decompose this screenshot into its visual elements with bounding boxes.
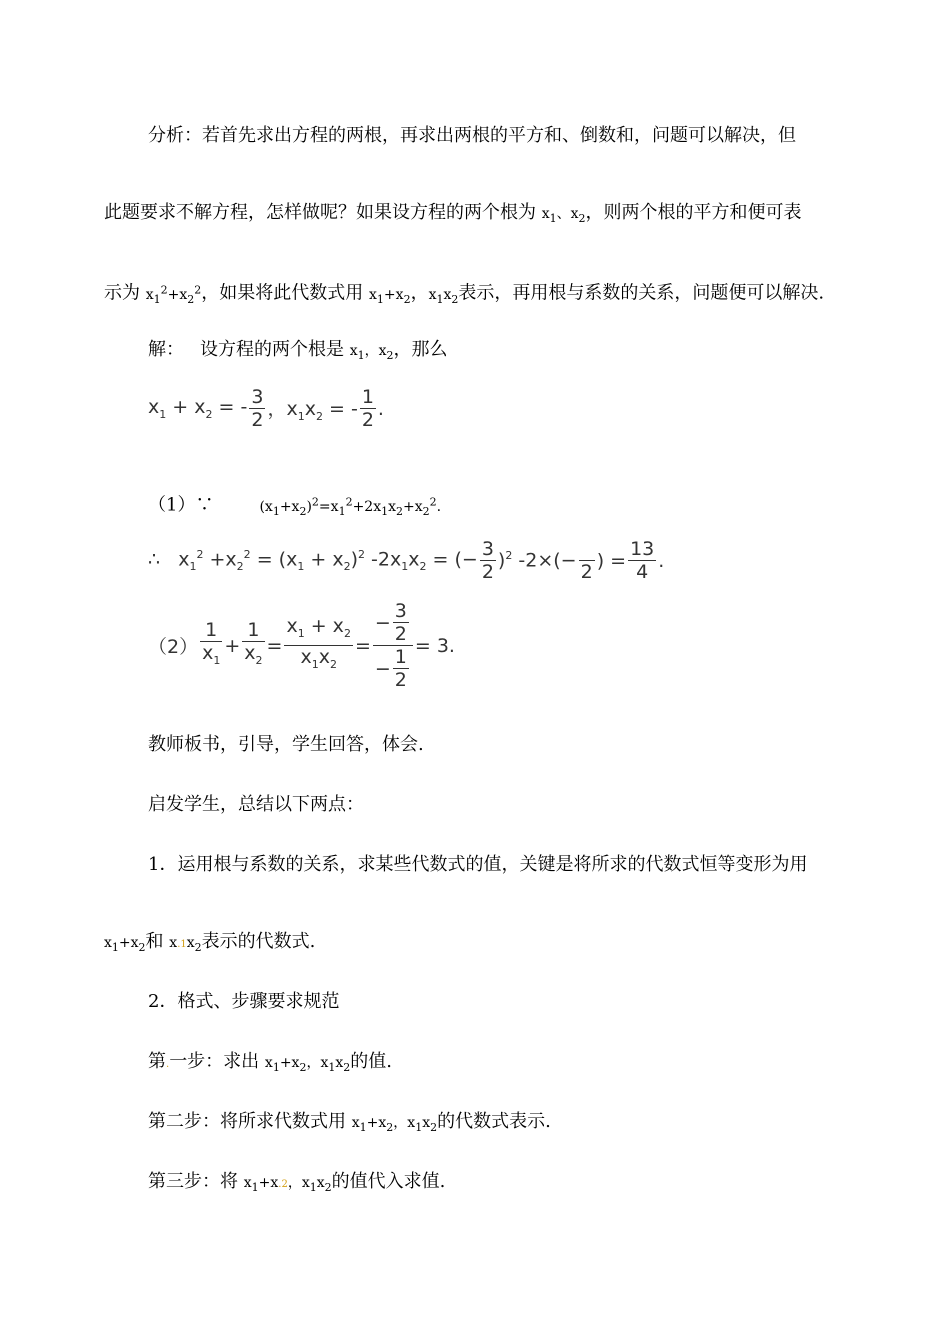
step2-label: （2） [148, 636, 199, 658]
point-2 [148, 990, 339, 1014]
analysis-text-3d: 表示，再用根与系数的关系，问题便可以解决. [458, 282, 825, 304]
point-1-line-1 [148, 853, 807, 877]
solution-label: 解： [148, 339, 184, 360]
fraction-neg-1-2: $\frac{1}{2}$ [361, 386, 374, 431]
analysis-line-3 [104, 278, 824, 311]
fraction-13-4: $\frac{13}{4}$ [630, 538, 655, 583]
solution-text: 设方程的两个根是 [200, 339, 350, 360]
fraction-3-2: $\frac{3}{2}$ [481, 538, 494, 583]
analysis-text-2b: ，则两个根的平方和便可表 [585, 202, 802, 223]
step-two-end: 的代数式表示. [437, 1111, 551, 1132]
step1-identity [148, 490, 441, 523]
point-1-text: 1．运用根与系数的关系，求某些代数式的值，关键是将所求的代数式恒等变形为用 [148, 854, 808, 875]
step-two-text: 第二步：将所求代数式用 [148, 1111, 352, 1132]
fraction-neg-3-2: $\frac{3}{2}$ [251, 386, 264, 431]
analysis-text-1: 分析：若首先求出方程的两根，再求出两根的平方和、倒数和，问题可以解决，但 [148, 125, 796, 146]
step-three [148, 1170, 445, 1200]
step-one-end: 的值. [350, 1051, 393, 1072]
fraction-empty-2: 2 [580, 561, 593, 583]
analysis-text-2a: 此题要求不解方程，怎样做呢？如果设方程的两个根为 [104, 202, 542, 223]
step1-label: （1）∵ [148, 494, 214, 516]
square-sum-expr: $x_1^2+x_2^2$ [145, 283, 202, 306]
step-one-text: 一步：求出 [169, 1051, 265, 1072]
point-1-line-2: $x_1+x_2$和 $x.1x_2$表示的代数式. [104, 931, 316, 954]
point-1-sum-expr: $x_1+x_2$ [104, 935, 146, 954]
sum-expr: $x_1+x_2$ [369, 286, 411, 306]
teacher-note [148, 733, 424, 757]
summary-intro [148, 793, 364, 817]
product-expr: $x_1x_2$ [428, 286, 459, 306]
point-1-text-end: 表示的代数式. [201, 931, 316, 952]
vieta-equation: $x_1 + x_2$ = - $\frac{3}{2}$ ，$x_1x_2$ = - $\frac{1}{2}$ . [148, 386, 384, 431]
step-two [148, 1110, 551, 1140]
square-identity: $(x_1+x_2)^2=x_1^2+2x_1x_2+x_2^2$. [259, 495, 442, 518]
complex-fraction: − $\frac{3}{2}$ − $\frac{1}{2}$ [373, 600, 413, 691]
point-1-product-expr: $x.1x_2$ [169, 935, 202, 954]
fraction-1-x2: $\frac{1}{x_2}$ [244, 619, 263, 667]
square-sum-equation: ∴ $x_1^2 +x_2^2 = (x_1 + x_2)^2$ $-2x_1x_2$ = (− $\frac{3}{2}$ )$^2$ -2×(− 2 ) = $\frac{13}{4}$ . [148, 538, 665, 583]
step-three-expr: $x_1+x.2$，$x_1x_2$ [243, 1175, 332, 1194]
summary-intro-text: 启发学生，总结以下两点： [148, 794, 364, 815]
step-one-expr: $x_1+x_2$，$x_1x_2$ [264, 1055, 351, 1074]
teacher-note-text: 教师板书，引导，学生回答，体会. [148, 734, 424, 755]
step-three-text: 第三步：将 [148, 1171, 244, 1192]
step-two-expr: $x_1+x_2$，$x_1x_2$ [351, 1115, 438, 1134]
step-one: 第.一步：求出 $x_1+x_2$，$x_1x_2$的值. [148, 1051, 393, 1074]
solution-roots: $x_1$，$x_2$ [349, 343, 394, 362]
point-2-text: 2．格式、步骤要求规范 [148, 991, 340, 1012]
solution-line [148, 338, 448, 368]
step-one-prefix: 第 [148, 1051, 166, 1072]
analysis-text-3a: 示为 [104, 282, 146, 304]
analysis-text-3c: ， [410, 282, 429, 304]
reciprocal-sum-equation: （2） $\frac{1}{x_1}$ + $\frac{1}{x_2}$ = $\frac{x_1 + x_2}{x_1x_2}$ = − $\frac{3}{2}$ − $\frac{1}{2}$ = 3. [148, 600, 455, 691]
reciprocal-result: = 3. [414, 634, 455, 657]
step-three-end: 的值代入求值. [331, 1171, 446, 1192]
fraction-sum-over-product: $\frac{x_1 + x_2}{x_1x_2}$ [286, 615, 351, 671]
roots-x1-x2: $x_1$、$x_2$ [541, 206, 586, 225]
analysis-text-3b: ，如果将此代数式用 [201, 282, 370, 304]
fraction-1-x1: $\frac{1}{x_1}$ [202, 619, 221, 667]
solution-end: ，那么 [393, 339, 448, 360]
analysis-line-2 [104, 201, 802, 231]
analysis-line-1 [148, 124, 796, 148]
